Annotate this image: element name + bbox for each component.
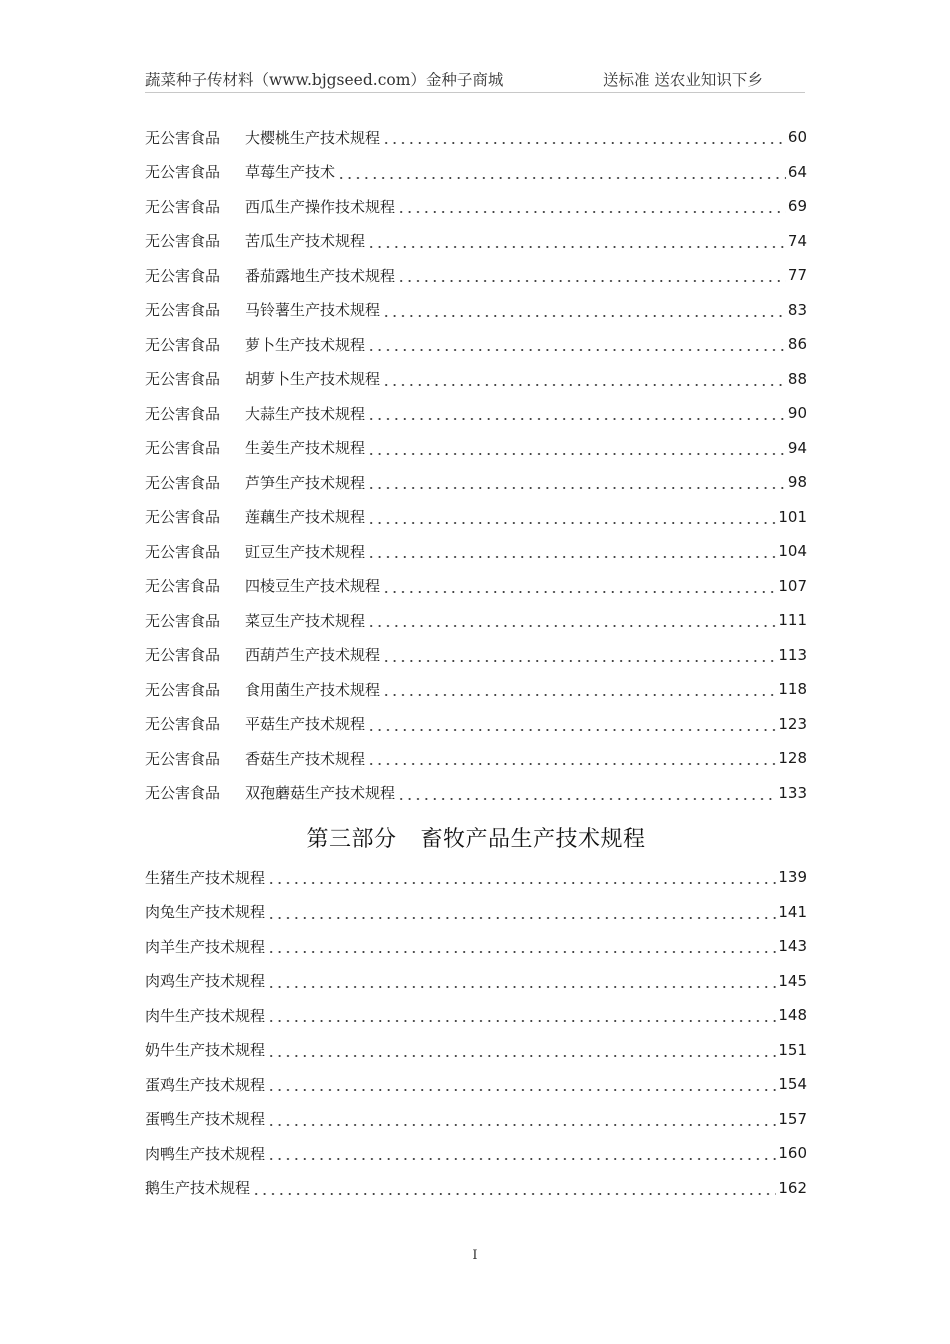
toc-entry[interactable] (145, 1171, 807, 1206)
toc-entry-page-number: 141 (778, 902, 807, 921)
toc-entry-prefix: 无公害食品 (145, 715, 221, 734)
toc-entry[interactable] (145, 155, 807, 190)
toc-entry-page-number: 113 (778, 645, 807, 664)
toc-entry-prefix: 无公害食品 (145, 335, 221, 354)
toc-entry-title: 肉鸡生产技术规程 (145, 972, 266, 991)
toc-entry[interactable] (145, 431, 807, 466)
toc-entry[interactable] (145, 120, 807, 155)
dot-leader (337, 168, 786, 182)
toc-entry-title: 肉羊生产技术规程 (145, 937, 266, 956)
toc-entry-title: 莲藕生产技术规程 (245, 508, 366, 527)
toc-entry-title: 平菇生产技术规程 (245, 715, 366, 734)
toc-list-livestock (145, 860, 807, 1205)
dot-leader (367, 237, 786, 251)
page-header (145, 66, 805, 93)
toc-entry-prefix: 无公害食品 (145, 542, 221, 561)
toc-entry-title: 生猪生产技术规程 (145, 868, 266, 887)
toc-entry-title: 萝卜生产技术规程 (245, 335, 366, 354)
dot-leader (267, 1046, 776, 1060)
dot-leader (267, 873, 776, 887)
toc-entry[interactable] (145, 964, 807, 999)
toc-entry-prefix: 无公害食品 (145, 646, 221, 665)
toc-entry-prefix: 无公害食品 (145, 266, 221, 285)
dot-leader (397, 789, 776, 803)
toc-entry-page-number: 118 (778, 680, 807, 699)
dot-leader (367, 444, 786, 458)
toc-entry-prefix: 无公害食品 (145, 784, 221, 803)
toc-entry-title: 香菇生产技术规程 (245, 749, 366, 768)
toc-entry[interactable] (145, 189, 807, 224)
dot-leader (267, 908, 776, 922)
toc-entry-page-number: 154 (778, 1075, 807, 1094)
dot-leader (382, 133, 786, 147)
toc-entry[interactable] (145, 224, 807, 259)
dot-leader (382, 375, 786, 389)
dot-leader (382, 685, 776, 699)
dot-leader (367, 409, 786, 423)
section-part-label: 第三部分 (306, 827, 397, 852)
toc-entry-title: 草莓生产技术 (245, 163, 336, 182)
toc-entry-title: 西瓜生产操作技术规程 (245, 197, 396, 216)
toc-entry[interactable] (145, 672, 807, 707)
toc-entry-prefix: 无公害食品 (145, 404, 221, 423)
toc-entry[interactable] (145, 929, 807, 964)
toc-list-vegetables (145, 120, 807, 810)
dot-leader (367, 720, 776, 734)
toc-entry-page-number: 128 (778, 749, 807, 768)
toc-entry-title: 豇豆生产技术规程 (245, 542, 366, 561)
toc-entry[interactable] (145, 1136, 807, 1171)
dot-leader (367, 616, 776, 630)
toc-entry-prefix: 无公害食品 (145, 439, 221, 458)
toc-entry-prefix: 无公害食品 (145, 232, 221, 251)
toc-entry[interactable] (145, 707, 807, 742)
toc-entry-page-number: 157 (778, 1109, 807, 1128)
toc-entry-title: 鹅生产技术规程 (145, 1179, 251, 1198)
toc-entry-page-number: 160 (778, 1144, 807, 1163)
dot-leader (367, 754, 776, 768)
dot-leader (397, 271, 786, 285)
toc-entry[interactable] (145, 998, 807, 1033)
dot-leader (267, 1115, 776, 1129)
toc-entry[interactable] (145, 569, 807, 604)
dot-leader (382, 306, 786, 320)
toc-entry[interactable] (145, 534, 807, 569)
toc-entry[interactable] (145, 465, 807, 500)
dot-leader (382, 582, 776, 596)
dot-leader (367, 513, 776, 527)
toc-entry-prefix: 无公害食品 (145, 749, 221, 768)
toc-entry-title: 肉牛生产技术规程 (145, 1006, 266, 1025)
toc-entry[interactable] (145, 1102, 807, 1137)
toc-entry-title: 苦瓜生产技术规程 (245, 232, 366, 251)
toc-entry-page-number: 90 (787, 404, 807, 423)
toc-entry[interactable] (145, 362, 807, 397)
toc-entry-title: 双孢蘑菇生产技术规程 (245, 784, 396, 803)
toc-entry[interactable] (145, 860, 807, 895)
dot-leader (267, 1149, 776, 1163)
toc-entry-prefix: 无公害食品 (145, 163, 221, 182)
toc-entry-page-number: 104 (778, 542, 807, 561)
toc-entry-title: 番茄露地生产技术规程 (245, 266, 396, 285)
toc-entry[interactable] (145, 1067, 807, 1102)
toc-entry-title: 肉兔生产技术规程 (145, 903, 266, 922)
toc-entry-prefix: 无公害食品 (145, 680, 221, 699)
page-footer (0, 1248, 950, 1263)
toc-entry-title: 食用菌生产技术规程 (245, 680, 381, 699)
toc-entry-page-number: 151 (778, 1040, 807, 1059)
dot-leader (382, 651, 776, 665)
toc-entry-title: 蛋鸭生产技术规程 (145, 1110, 266, 1129)
toc-entry-title: 大蒜生产技术规程 (245, 404, 366, 423)
toc-entry-page-number: 133 (778, 783, 807, 802)
dot-leader (367, 547, 776, 561)
toc-entry-page-number: 145 (778, 971, 807, 990)
toc-entry[interactable] (145, 396, 807, 431)
toc-entry-page-number: 88 (787, 369, 807, 388)
toc-entry-page-number: 94 (787, 438, 807, 457)
toc-entry[interactable] (145, 603, 807, 638)
dot-leader (267, 942, 776, 956)
toc-entry-page-number: 64 (787, 162, 807, 181)
toc-entry-prefix: 无公害食品 (145, 611, 221, 630)
toc-entry-page-number: 83 (787, 300, 807, 319)
toc-entry-title: 芦笋生产技术规程 (245, 473, 366, 492)
toc-entry-page-number: 148 (778, 1006, 807, 1025)
dot-leader (252, 1184, 776, 1198)
page-number: I (472, 1248, 478, 1263)
toc-entry-page-number: 162 (778, 1178, 807, 1197)
dot-leader (267, 1011, 776, 1025)
dot-leader (367, 478, 786, 492)
toc-entry-prefix: 无公害食品 (145, 370, 221, 389)
toc-entry-page-number: 74 (787, 231, 807, 250)
toc-entry-prefix: 无公害食品 (145, 128, 221, 147)
toc-entry[interactable] (145, 500, 807, 535)
toc-entry-title: 四棱豆生产技术规程 (245, 577, 381, 596)
toc-entry[interactable] (145, 741, 807, 776)
toc-entry-title: 大樱桃生产技术规程 (245, 128, 381, 147)
toc-entry[interactable] (145, 776, 807, 811)
dot-leader (367, 340, 786, 354)
toc-entry-page-number: 101 (778, 507, 807, 526)
toc-entry-prefix: 无公害食品 (145, 197, 221, 216)
toc-entry-prefix: 无公害食品 (145, 301, 221, 320)
toc-entry-page-number: 69 (787, 197, 807, 216)
toc-entry-prefix: 无公害食品 (145, 473, 221, 492)
toc-entry-page-number: 60 (787, 128, 807, 147)
toc-entry-page-number: 86 (787, 335, 807, 354)
toc-entry-title: 蛋鸡生产技术规程 (145, 1075, 266, 1094)
header-right-text: 送标准 送农业知识下乡 (603, 71, 763, 89)
toc-entry-prefix: 无公害食品 (145, 577, 221, 596)
toc-entry-page-number: 111 (778, 611, 807, 630)
toc-entry[interactable] (145, 293, 807, 328)
toc-entry[interactable] (145, 638, 807, 673)
section-title: 畜牧产品生产技术规程 (420, 827, 646, 852)
toc-entry[interactable] (145, 258, 807, 293)
toc-entry-page-number: 77 (787, 266, 807, 285)
toc-entry-page-number: 123 (778, 714, 807, 733)
toc-entry-page-number: 98 (787, 473, 807, 492)
toc-entry[interactable] (145, 1033, 807, 1068)
dot-leader (267, 1080, 776, 1094)
toc-entry-title: 生姜生产技术规程 (245, 439, 366, 458)
dot-leader (267, 977, 776, 991)
header-left-text: 蔬菜种子传材料（www.bjgseed.com）金种子商城 (145, 71, 504, 89)
toc-entry-title: 马铃薯生产技术规程 (245, 301, 381, 320)
toc-entry[interactable] (145, 895, 807, 930)
toc-entry-title: 胡萝卜生产技术规程 (245, 370, 381, 389)
toc-entry-prefix: 无公害食品 (145, 508, 221, 527)
toc-entry[interactable] (145, 327, 807, 362)
toc-entry-title: 西葫芦生产技术规程 (245, 646, 381, 665)
toc-entry-page-number: 139 (778, 868, 807, 887)
toc-entry-title: 肉鸭生产技术规程 (145, 1144, 266, 1163)
toc-entry-page-number: 107 (778, 576, 807, 595)
toc-entry-title: 奶牛生产技术规程 (145, 1041, 266, 1060)
toc-entry-title: 菜豆生产技术规程 (245, 611, 366, 630)
dot-leader (397, 202, 786, 216)
toc-entry-page-number: 143 (778, 937, 807, 956)
section-heading (145, 822, 807, 853)
